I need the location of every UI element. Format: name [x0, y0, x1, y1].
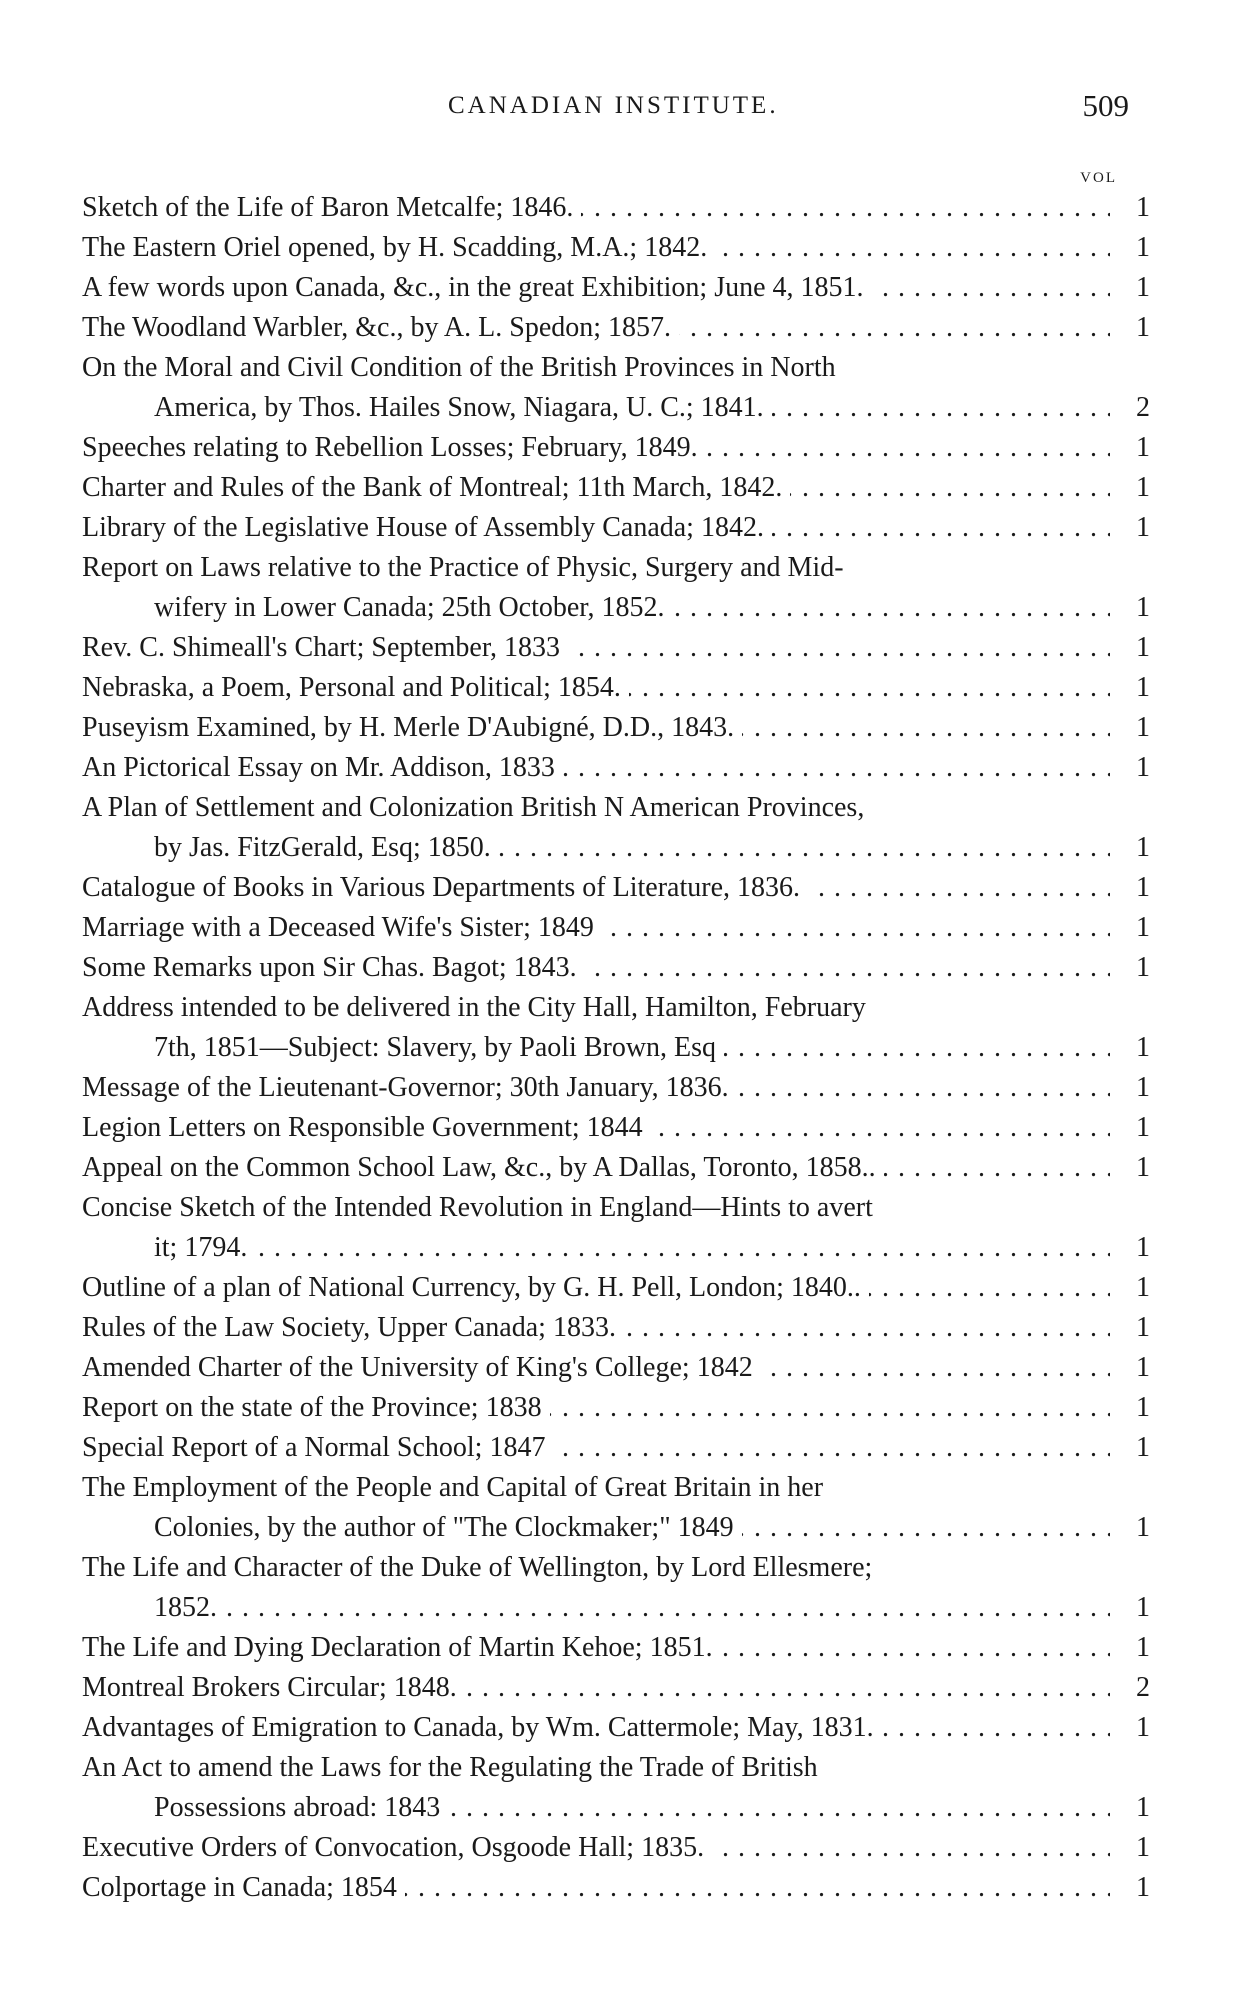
catalogue-entry [82, 788, 1150, 868]
entry-line [82, 1068, 1150, 1108]
entry-volume-count: 1 [1120, 1628, 1150, 1668]
catalogue-entry [82, 1148, 1150, 1188]
entry-title-text: America, by Thos. Hailes Snow, Niagara, U. C.; 1841. [82, 388, 772, 428]
entry-line [82, 1868, 1150, 1908]
catalogue-entry [82, 1828, 1150, 1868]
entry-line [82, 1028, 1150, 1068]
catalogue-entry [82, 1308, 1150, 1348]
entry-title-text: Possessions abroad: 1843 [82, 1788, 448, 1828]
catalogue-entry [82, 308, 1150, 348]
catalogue-entry [82, 228, 1150, 268]
entry-line [82, 1348, 1150, 1388]
entry-volume-count: 1 [1120, 708, 1150, 748]
page-number: 509 [1082, 88, 1129, 123]
entry-title-text: An Pictorical Essay on Mr. Addison, 1833 [82, 748, 563, 788]
entry-line [82, 428, 1150, 468]
catalogue-entry [82, 468, 1150, 508]
entry-title-text: Rules of the Law Society, Upper Canada; 1833. [82, 1308, 624, 1348]
entry-line [82, 1668, 1150, 1708]
entry-line [82, 1708, 1150, 1748]
entry-title-text: wifery in Lower Canada; 25th October, 1852. [82, 588, 673, 628]
entry-volume-count: 1 [1120, 468, 1150, 508]
entry-volume-count: 1 [1120, 188, 1150, 228]
entry-volume-count: 1 [1120, 508, 1150, 548]
catalogue-entry [82, 1868, 1150, 1908]
entry-title-text: Charter and Rules of the Bank of Montreal; 11th March, 1842. [82, 468, 790, 508]
catalogue-entry [82, 628, 1150, 668]
entry-title-text: Special Report of a Normal School; 1847 [82, 1428, 553, 1468]
entry-line [82, 468, 1150, 508]
entry-title-text: Catalogue of Books in Various Departments of Literature, 1836. [82, 868, 808, 908]
catalogue-entry [82, 348, 1150, 428]
entry-title-text: Some Remarks upon Sir Chas. Bagot; 1843. [82, 948, 585, 988]
entry-title-text: Nebraska, a Poem, Personal and Political; 1854. [82, 668, 629, 708]
catalogue-entry [82, 1348, 1150, 1388]
entry-title-text: 7th, 1851—Subject: Slavery, by Paoli Brown, Esq [82, 1028, 724, 1068]
entry-line [82, 788, 1150, 828]
entry-volume-count: 1 [1120, 868, 1150, 908]
catalogue-entry [82, 1468, 1150, 1548]
entry-line [82, 308, 1150, 348]
entry-title-text: Concise Sketch of the Intended Revolution in England—Hints to avert [82, 1188, 881, 1228]
entry-volume-count: 1 [1120, 1068, 1150, 1108]
entry-volume-count: 1 [1120, 428, 1150, 468]
entry-volume-count: 1 [1120, 1788, 1150, 1828]
catalogue-entry [82, 988, 1150, 1068]
entry-line [82, 908, 1150, 948]
catalogue-entry [82, 1068, 1150, 1108]
entry-line [82, 868, 1150, 908]
entry-volume-count: 1 [1120, 228, 1150, 268]
entry-volume-count: 1 [1120, 1828, 1150, 1868]
entry-line [82, 708, 1150, 748]
entry-line [82, 388, 1150, 428]
entry-line [82, 1108, 1150, 1148]
vol-column-label: VOL [1080, 170, 1117, 186]
entry-title-text: Amended Charter of the University of King's College; 1842 [82, 1348, 761, 1388]
entry-line [82, 1228, 1150, 1268]
entry-title-text: Puseyism Examined, by H. Merle D'Aubigné, D.D., 1843. [82, 708, 742, 748]
entry-line [82, 1388, 1150, 1428]
entry-line [82, 268, 1150, 308]
entry-line [82, 1548, 1150, 1588]
entry-volume-count: 1 [1120, 1108, 1150, 1148]
catalogue-entry [82, 908, 1150, 948]
entry-line [82, 1148, 1150, 1188]
entry-volume-count: 2 [1120, 1668, 1150, 1708]
entry-title-text: Rev. C. Shimeall's Chart; September, 1833 [82, 628, 568, 668]
entry-line [82, 1828, 1150, 1868]
entry-volume-count: 1 [1120, 1508, 1150, 1548]
catalogue-entry [82, 1748, 1150, 1828]
entry-title-text: The Eastern Oriel opened, by H. Scadding, M.A.; 1842. [82, 228, 715, 268]
entry-title-text: it; 1794. [82, 1228, 255, 1268]
catalogue-entry [82, 1428, 1150, 1468]
entry-line [82, 1308, 1150, 1348]
entry-title-text: The Life and Dying Declaration of Martin Kehoe; 1851. [82, 1628, 721, 1668]
entry-volume-count: 1 [1120, 588, 1150, 628]
entry-title-text: Message of the Lieutenant-Governor; 30th January, 1836. [82, 1068, 737, 1108]
entry-title-text: The Life and Character of the Duke of Wellington, by Lord Ellesmere; [82, 1548, 880, 1588]
entry-volume-count: 1 [1120, 748, 1150, 788]
entry-volume-count: 2 [1120, 388, 1150, 428]
catalogue-entry [82, 1668, 1150, 1708]
entry-title-text: Legion Letters on Responsible Government; 1844 [82, 1108, 651, 1148]
entry-title-text: Address intended to be delivered in the City Hall, Hamilton, February [82, 988, 874, 1028]
entry-title-text: Marriage with a Deceased Wife's Sister; 1849 [82, 908, 602, 948]
entry-volume-count: 1 [1120, 668, 1150, 708]
entry-volume-count: 1 [1120, 1708, 1150, 1748]
entry-line [82, 748, 1150, 788]
entry-volume-count: 1 [1120, 908, 1150, 948]
entry-title-text: A few words upon Canada, &c., in the great Exhibition; June 4, 1851. [82, 268, 872, 308]
catalogue-entry [82, 548, 1150, 628]
entry-title-text: Report on Laws relative to the Practice of Physic, Surgery and Mid- [82, 548, 852, 588]
catalogue-entry [82, 1548, 1150, 1628]
catalogue-entry [82, 1628, 1150, 1668]
entry-volume-count: 1 [1120, 1028, 1150, 1068]
catalogue-entry [82, 1108, 1150, 1148]
entry-volume-count: 1 [1120, 1348, 1150, 1388]
entry-line [82, 628, 1150, 668]
entry-volume-count: 1 [1120, 948, 1150, 988]
entry-title-text: A Plan of Settlement and Colonization British N American Provinces, [82, 788, 872, 828]
entry-line [82, 1748, 1150, 1788]
catalogue-entry [82, 1388, 1150, 1428]
catalogue-entry [82, 268, 1150, 308]
entry-volume-count: 1 [1120, 1428, 1150, 1468]
entry-title-text: 1852. [82, 1588, 225, 1628]
entry-line [82, 1188, 1150, 1228]
entry-line [82, 1788, 1150, 1828]
entry-line [82, 1268, 1150, 1308]
entry-volume-count: 1 [1120, 1588, 1150, 1628]
entry-line [82, 668, 1150, 708]
entry-volume-count: 1 [1120, 1308, 1150, 1348]
catalogue-entry [82, 1708, 1150, 1748]
entry-volume-count: 1 [1120, 1268, 1150, 1308]
catalogue-entry [82, 1188, 1150, 1268]
entry-title-text: Colonies, by the author of "The Clockmaker;" 1849 [82, 1508, 742, 1548]
entry-line [82, 548, 1150, 588]
entry-title-text: Sketch of the Life of Baron Metcalfe; 1846. [82, 188, 581, 228]
entry-volume-count: 1 [1120, 1388, 1150, 1428]
catalogue-entry [82, 668, 1150, 708]
entry-title-text: Library of the Legislative House of Assembly Canada; 1842. [82, 508, 772, 548]
entry-title-text: On the Moral and Civil Condition of the British Provinces in North [82, 348, 844, 388]
entry-volume-count: 1 [1120, 1228, 1150, 1268]
entry-volume-count: 1 [1120, 268, 1150, 308]
entry-line [82, 508, 1150, 548]
entry-line [82, 988, 1150, 1028]
entry-line [82, 228, 1150, 268]
catalogue-entry [82, 428, 1150, 468]
entry-volume-count: 1 [1120, 1148, 1150, 1188]
catalogue-entry [82, 188, 1150, 228]
entry-title-text: Report on the state of the Province; 1838 [82, 1388, 550, 1428]
entry-line [82, 1428, 1150, 1468]
entry-line [82, 348, 1150, 388]
entry-title-text: Colportage in Canada; 1854 [82, 1868, 405, 1908]
entry-volume-count: 1 [1120, 628, 1150, 668]
entry-line [82, 828, 1150, 868]
catalogue-entry [82, 868, 1150, 908]
entry-title-text: Appeal on the Common School Law, &c., by A Dallas, Toronto, 1858.. [82, 1148, 884, 1188]
entry-volume-count: 1 [1120, 308, 1150, 348]
entry-title-text: Executive Orders of Convocation, Osgoode Hall; 1835. [82, 1828, 712, 1868]
entry-title-text: Montreal Brokers Circular; 1848. [82, 1668, 465, 1708]
entry-line [82, 588, 1150, 628]
entry-title-text: Outline of a plan of National Currency, by G. H. Pell, London; 1840.. [82, 1268, 869, 1308]
entry-volume-count: 1 [1120, 1868, 1150, 1908]
catalogue-list [82, 188, 1150, 1908]
entry-title-text: Advantages of Emigration to Canada, by Wm. Cattermole; May, 1831. [82, 1708, 882, 1748]
entry-title-text: The Woodland Warbler, &c., by A. L. Spedon; 1857. [82, 308, 679, 348]
entry-line [82, 1508, 1150, 1548]
page-header [0, 88, 1257, 136]
catalogue-entry [82, 748, 1150, 788]
entry-title-text: by Jas. FitzGerald, Esq; 1850. [82, 828, 499, 868]
entry-line [82, 1628, 1150, 1668]
running-head: CANADIAN INSTITUTE. [448, 92, 779, 119]
catalogue-entry [82, 948, 1150, 988]
entry-volume-count: 1 [1120, 828, 1150, 868]
entry-line [82, 948, 1150, 988]
entry-line [82, 1468, 1150, 1508]
entry-line [82, 188, 1150, 228]
entry-title-text: Speeches relating to Rebellion Losses; February, 1849. [82, 428, 706, 468]
entry-line [82, 1588, 1150, 1628]
entry-title-text: The Employment of the People and Capital of Great Britain in her [82, 1468, 831, 1508]
entry-title-text: An Act to amend the Laws for the Regulating the Trade of British [82, 1748, 826, 1788]
catalogue-entry [82, 508, 1150, 548]
catalogue-entry [82, 1268, 1150, 1308]
catalogue-entry [82, 708, 1150, 748]
